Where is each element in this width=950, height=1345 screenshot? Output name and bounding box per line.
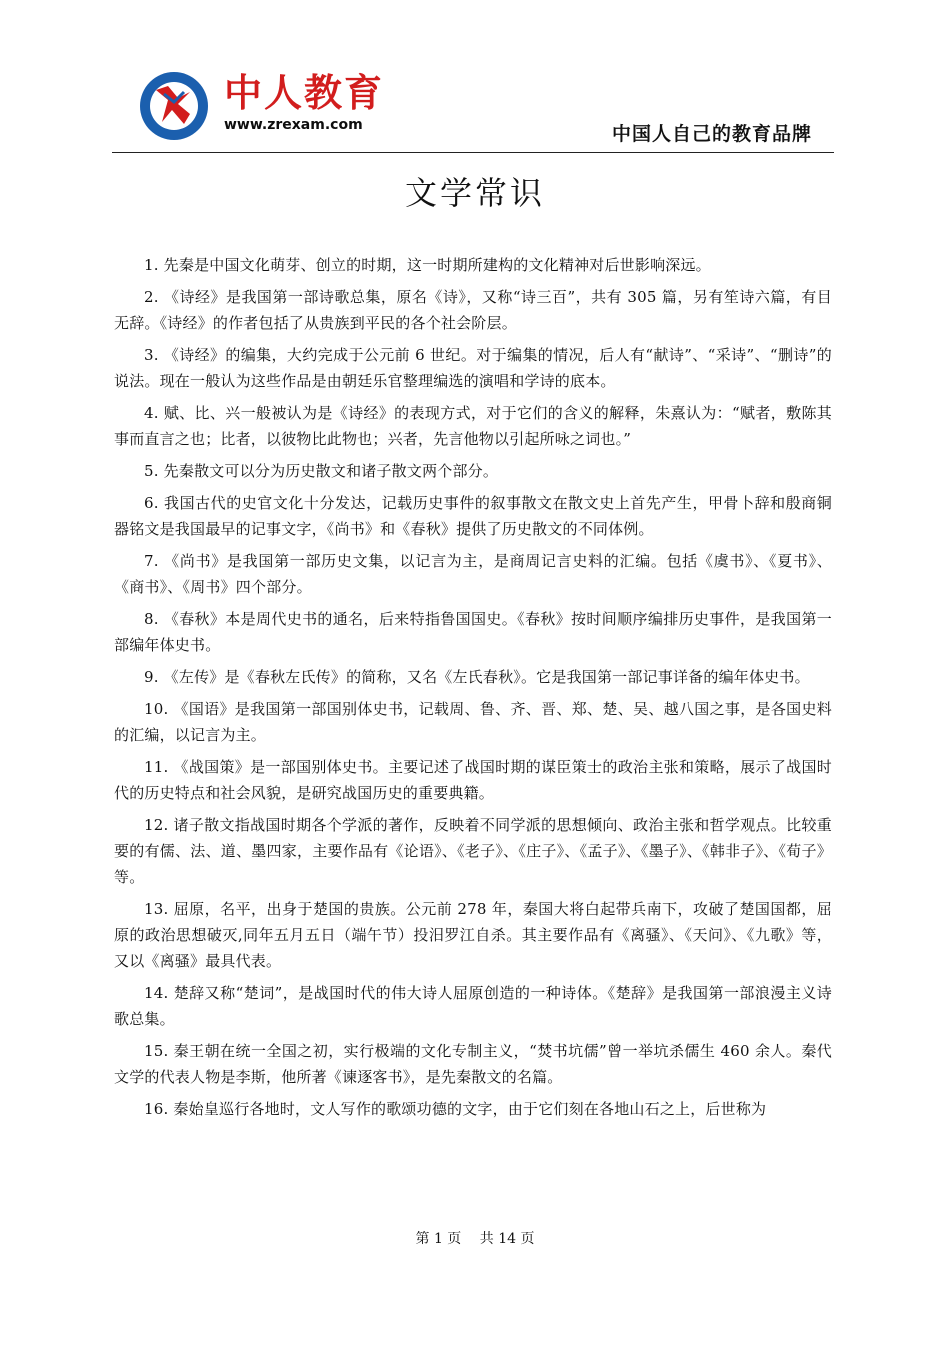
paragraph: 1. 先秦是中国文化萌芽、创立的时期，这一时期所建构的文化精神对后世影响深远。 (144, 256, 711, 274)
paragraph: 14. 楚辞又称“楚词”，是战国时代的伟大诗人屈原创造的一种诗体。《楚辞》是我国第一部浪漫主义诗歌总集。 (114, 984, 832, 1028)
paragraph: 6. 我国古代的史官文化十分发达，记载历史事件的叙事散文在散文史上首先产生，甲骨卜辞和殷商铜器铭文是我国最早的记事文字，《尚书》和《春秋》提供了历史散文的不同体例。 (114, 494, 832, 538)
paragraph: 16. 秦始皇巡行各地时，文人写作的歌颂功德的文字，由于它们刻在各地山石之上，后世称为 (144, 1100, 767, 1118)
logo-url: www.zrexam.com (224, 117, 363, 133)
logo-name: 中人教育 (224, 71, 385, 115)
paragraph: 8. 《春秋》本是周代史书的通名，后来特指鲁国国史。《春秋》按时间顺序编排历史事件，是我国第一部编年体史书。 (114, 610, 832, 654)
paragraph: 12. 诸子散文指战国时期各个学派的著作，反映着不同学派的思想倾向、政治主张和哲学观点。比较重要的有儒、法、道、墨四家，主要作品有《论语》、《老子》、《庄子》、《孟子》、《墨子》、《韩非子》、《荀子》等。 (114, 816, 832, 886)
paragraph: 4. 赋、比、兴一般被认为是《诗经》的表现方式，对于它们的含义的解释，朱熹认为：“赋者，敷陈其事而直言之也；比者，以彼物比此物也；兴者，先言他物以引起所咏之词也。” (114, 404, 832, 448)
paragraph: 2. 《诗经》是我国第一部诗歌总集，原名《诗》，又称“诗三百”，共有 305 篇，另有笙诗六篇，有目无辞。《诗经》的作者包括了从贵族到平民的各个社会阶层。 (114, 288, 832, 332)
paragraph: 13. 屈原，名平，出身于楚国的贵族。公元前 278 年，秦国大将白起带兵南下，攻破了楚国国都，屈原的政治思想破灭,同年五月五日（端午节）投汨罗江自杀。其主要作品有《离骚》、《天问》、《九歌》等，又以《离骚》最具代表。 (114, 900, 832, 970)
paragraph: 15. 秦王朝在统一全国之初，实行极端的文化专制主义，“焚书坑儒”曾一举坑杀儒生 460 余人。秦代文学的代表人物是李斯，他所著《谏逐客书》，是先秦散文的名篇。 (114, 1042, 832, 1086)
paragraph: 3. 《诗经》的编集，大约完成于公元前 6 世纪。对于编集的情况，后人有“献诗”、“采诗”、“删诗”的说法。现在一般认为这些作品是由朝廷乐官整理编选的演唱和学诗的底本。 (114, 346, 832, 390)
page-footer (0, 1228, 950, 1248)
header-divider (112, 152, 834, 153)
header-tagline: 中国人自己的教育品牌 (611, 123, 812, 145)
paragraph: 5. 先秦散文可以分为历史散文和诸子散文两个部分。 (144, 462, 499, 480)
paragraph: 11. 《战国策》是一部国别体史书。主要记述了战国时期的谋臣策士的政治主张和策略，展示了战国时代的历史特点和社会风貌，是研究战国历史的重要典籍。 (114, 758, 832, 802)
page-title: 文学常识 (404, 174, 545, 212)
paragraph: 7. 《尚书》是我国第一部历史文集，以记言为主，是商周记言史料的汇编。包括《虞书》、《夏书》、《商书》、《周书》四个部分。 (114, 552, 832, 596)
page-total: 共 14 页 (479, 1231, 535, 1247)
paragraph: 9. 《左传》是《春秋左氏传》的简称，又名《左氏春秋》。它是我国第一部记事详备的编年体史书。 (144, 668, 810, 686)
page-number: 第 1 页 (415, 1231, 462, 1247)
paragraph: 10. 《国语》是我国第一部国别体史书，记载周、鲁、齐、晋、郑、楚、吴、越八国之事，是各国史料的汇编，以记言为主。 (114, 700, 832, 744)
page-header (112, 60, 834, 154)
document-body (114, 252, 832, 1128)
logo-globe-icon (138, 70, 210, 142)
